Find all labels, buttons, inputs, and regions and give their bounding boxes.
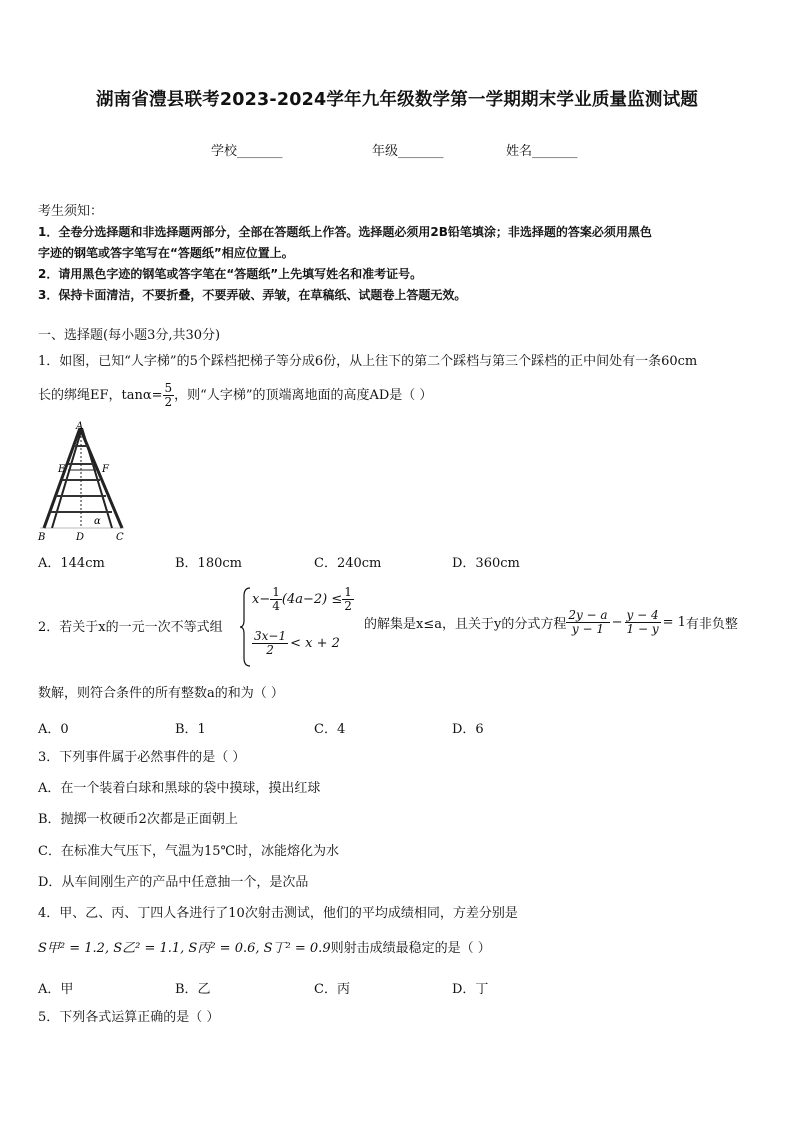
q3-option-b: B．抛掷一枚硬币2次都是正面朝上 bbox=[38, 812, 238, 827]
school-field: 学校_______ bbox=[211, 144, 283, 159]
eq-frac1-num: 2y − a bbox=[568, 608, 608, 622]
q2-option-a: A．0 bbox=[38, 722, 69, 737]
eq-rhs: = 1 bbox=[662, 615, 686, 630]
q2-prefix: 2．若关于x的一元一次不等式组 bbox=[38, 620, 223, 635]
q1-frac-den: 2 bbox=[164, 395, 173, 409]
notice-item-1: 1．全卷分选择题和非选择题两部分，全部在答题纸上作答。选择题必须用2B铅笔填涂；非选择题的答案必须用黑色 bbox=[38, 225, 652, 239]
q1-line2 bbox=[38, 382, 432, 409]
q4-stem: 4．甲、乙、丙、丁四人各进行了10次射击测试，他们的平均成绩相同，方差分别是 bbox=[38, 906, 518, 921]
eq-frac2-den: 1 − y bbox=[626, 622, 659, 636]
q4-tail: 则射击成绩最稳定的是（ ） bbox=[330, 941, 491, 956]
q4-formula-row bbox=[38, 939, 491, 959]
ineq2-frac-num: 3x−1 bbox=[254, 629, 287, 643]
q1-option-a: A．144cm bbox=[38, 556, 105, 571]
q4-option-d: D．丁 bbox=[452, 982, 489, 997]
q1-option-c: C．240cm bbox=[314, 556, 382, 571]
q2-middle: 的解集是x≤a，且关于y的分式方程 bbox=[364, 617, 567, 632]
ineq1-a: x− bbox=[252, 592, 271, 607]
eq-frac1-den: y − 1 bbox=[571, 622, 605, 636]
figure-label: B bbox=[38, 532, 46, 542]
figure-label: C bbox=[116, 532, 124, 542]
q2-option-c: C．4 bbox=[314, 722, 346, 737]
q1-line1: 1．如图，已知“人字梯”的5个踩档把梯子等分成6份，从上往下的第二个踩档与第三个踩档的正中间处有一条60cm bbox=[38, 354, 698, 369]
ineq1-rhs-frac bbox=[342, 586, 354, 613]
page-title: 湖南省澧县联考2023-2024学年九年级数学第一学期期末学业质量监测试题 bbox=[95, 90, 699, 110]
q1-option-d: D．360cm bbox=[452, 556, 520, 571]
ineq1-frac bbox=[270, 586, 282, 613]
q4-option-c: C．丙 bbox=[314, 982, 350, 997]
q3-option-a: A．在一个装着白球和黑球的袋中摸球，摸出红球 bbox=[38, 781, 321, 796]
q2-middle-row bbox=[364, 609, 738, 636]
section-heading: 一、选择题(每小题3分,共30分) bbox=[38, 328, 221, 343]
q1-option-b: B．180cm bbox=[175, 556, 242, 571]
q3-option-d: D．从车间刚生产的产品中任意抽一个，是次品 bbox=[38, 875, 309, 890]
eq-frac1 bbox=[566, 609, 609, 636]
q2-option-d: D．6 bbox=[452, 722, 484, 737]
q2-line2: 数解，则符合条件的所有整数a的和为（ ） bbox=[38, 686, 284, 701]
figure-label: α bbox=[94, 516, 101, 527]
grade-field: 年级_______ bbox=[372, 144, 444, 159]
ineq1-frac-den: 4 bbox=[272, 599, 280, 613]
q2-inequality-2 bbox=[252, 630, 340, 657]
q4-formula: S甲² = 1.2, S乙² = 1.1, S丙² = 0.6, S丁² = 0.9 bbox=[38, 941, 331, 956]
figure-label: A bbox=[76, 421, 84, 432]
figure-label: F bbox=[102, 464, 109, 475]
ineq1-rhs-den: 2 bbox=[344, 599, 352, 613]
brace-icon bbox=[240, 586, 252, 668]
notice-item-2: 2．请用黑色字迹的钢笔或答字笔在“答题纸”上先填写姓名和准考证号。 bbox=[38, 267, 423, 281]
notice-item-1-cont: 字迹的钢笔或答字笔写在“答题纸”相应位置上。 bbox=[38, 246, 294, 260]
q3-stem: 3．下列事件属于必然事件的是（ ） bbox=[38, 750, 246, 765]
eq-frac2 bbox=[625, 609, 661, 636]
ineq2-frac-den: 2 bbox=[266, 643, 274, 657]
q4-option-b: B．乙 bbox=[175, 982, 211, 997]
q5-stem: 5．下列各式运算正确的是（ ） bbox=[38, 1010, 220, 1025]
eq-frac2-num: y − 4 bbox=[626, 608, 659, 622]
q2-suffix: 有非负整 bbox=[685, 617, 738, 632]
q3-option-c: C．在标准大气压下，气温为15℃时，冰能熔化为水 bbox=[38, 844, 340, 859]
eq-minus: − bbox=[611, 615, 623, 630]
ineq1-b: (4a−2) ≤ bbox=[281, 592, 343, 607]
ineq1-frac-num: 1 bbox=[272, 585, 280, 599]
notice-item-3: 3．保持卡面清洁，不要折叠，不要弄破、弄皱，在草稿纸、试题卷上答题无效。 bbox=[38, 288, 467, 302]
q1-frac-num: 5 bbox=[164, 381, 173, 395]
ineq2-b: < x + 2 bbox=[290, 636, 340, 651]
ladder-figure bbox=[36, 420, 132, 542]
q2-option-b: B．1 bbox=[175, 722, 206, 737]
notice-heading: 考生须知： bbox=[38, 204, 104, 219]
q2-inequality-1 bbox=[252, 586, 354, 613]
ineq1-rhs-num: 1 bbox=[344, 585, 352, 599]
q4-option-a: A．甲 bbox=[38, 982, 74, 997]
q1-line2a: 长的绑绳EF，tanα= bbox=[38, 387, 163, 403]
q1-tan-fraction bbox=[163, 382, 175, 409]
figure-label: D bbox=[76, 532, 85, 542]
q1-line2b: ，则“人字梯”的顶端离地面的高度AD是（ ） bbox=[174, 387, 433, 403]
figure-label: E bbox=[58, 464, 66, 475]
name-field: 姓名_______ bbox=[506, 144, 578, 159]
ineq2-frac bbox=[252, 630, 288, 657]
